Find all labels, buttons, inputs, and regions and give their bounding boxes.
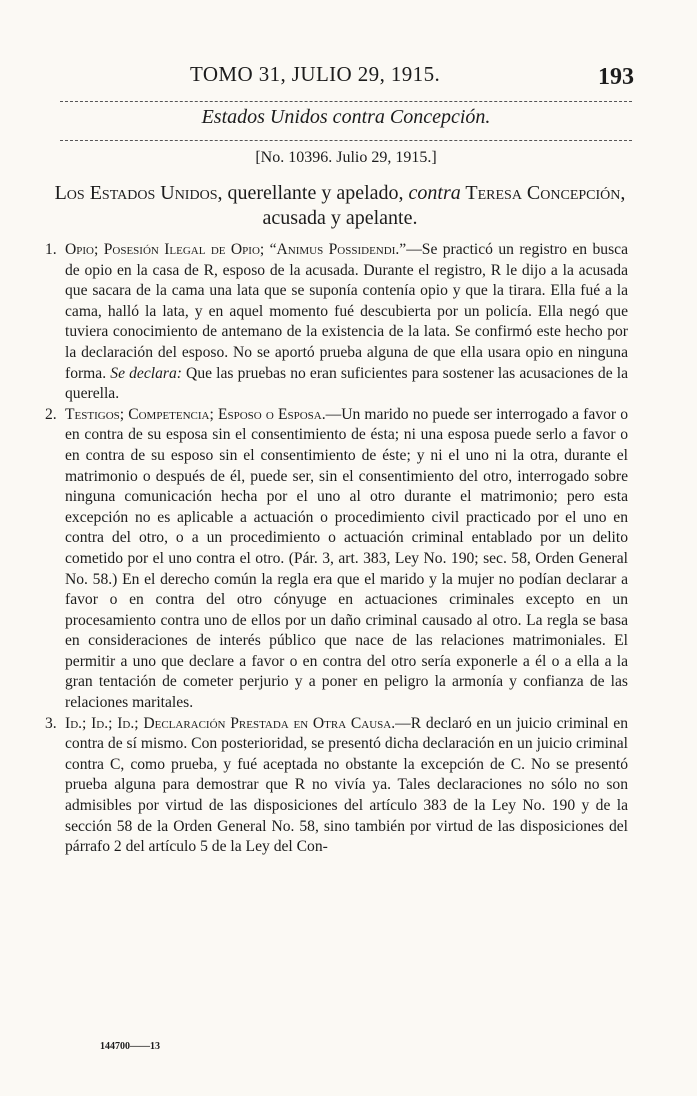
- headnote-number: 3.: [45, 714, 57, 732]
- plaintiff-role: , querellante y apelado,: [217, 182, 409, 204]
- headnote-text: —Un marido no puede ser interrogado a favor o en contra de su esposa sin el consentimiento de ésta; ni una esposa puede serlo a favor o en contra de su esposo sin el consentimiento de éste; y ni el uno ni la otra, durante el matrimonio o después de él, puede ser, sin el consentimiento del otro, interrogado sobre ninguna comunicación hecha por el uno al otro durante el matrimonio; pero esta excepción no es aplicable a actuación o procedimiento civil practicado por el uno en contra del otro, o a un procedimiento o actuación criminal entablado por un delito cometido por el uno contra el otro. (Pár. 3, art. 383, Ley No. 190; sec. 58, Orden General No. 58.) En el derecho común la regla era que el marido y la mujer no podían declarar a favor o en contra del otro cónyuge en actuaciones criminales excepto en un procesamiento contra uno de ellos por un daño criminal causado al otro. La regla se basa en consideraciones de interés público que nace de las relaciones matrimoniales. El permitir a uno que declare a favor o en contra del otro sería exponerle a él o a ella a la gran tentación de cometer perjurio y a poner en peligro la armonía y confianza de las relaciones maritales.: [65, 405, 628, 712]
- plaintiff-name: Los Estados Unidos: [54, 182, 218, 204]
- headnote: [45, 240, 628, 405]
- headnote-text-after: Que las pruebas no eran suficientes para sostener las acusaciones de la querella.: [65, 364, 628, 403]
- headnote-number: 2.: [45, 405, 57, 423]
- headnote-heading: Opio; Posesión Ilegal de Opio; “Animus Possidendi.”: [65, 241, 407, 258]
- versus-word: contra: [408, 182, 461, 204]
- headnote-emphasis: Se declara:: [110, 364, 182, 382]
- docket-line: [No. 10396. Julio 29, 1915.]: [255, 149, 437, 166]
- case-title-divider: [60, 140, 632, 141]
- running-head: [60, 62, 640, 96]
- headnote: [45, 405, 628, 714]
- printer-signature: 144700——13: [100, 1041, 160, 1052]
- running-title: TOMO 31, JULIO 29, 1915.: [190, 62, 441, 86]
- headnotes: [45, 240, 628, 858]
- defendant-role: , acusada y apelante.: [262, 182, 626, 229]
- headnote-text: —R declaró en un juicio criminal en contra de sí mismo. Con posterioridad, se presentó dicha declaración en un juicio criminal contra C, como prueba, y fué aceptada no obstante la excepción de C. No se presentó prueba alguna para demostrar que R no vivía ya. Tales declaraciones no sólo no son admisibles por virtud de las disposiciones del artículo 383 de la Ley No. 190 y de la sección 58 de la Orden General No. 58, sino también por virtud de las disposiciones del párrafo 2 del artículo 5 de la Ley del Con-: [65, 714, 628, 856]
- page-number: 193: [598, 64, 634, 90]
- case-title: Estados Unidos contra Concepción.: [201, 106, 491, 128]
- headnote-heading: Id.; Id.; Id.; Declaración Prestada en Otra Causa.: [65, 714, 396, 732]
- headnote-number: 1.: [45, 241, 57, 258]
- parties-heading: [45, 181, 635, 231]
- headnote: [45, 714, 628, 858]
- headnote-heading: Testigos; Competencia; Esposo o Esposa.: [65, 405, 326, 423]
- headnote-text: —Se practicó un registro en busca de opio en la casa de R, esposo de la acusada. Durante el registro, R le dijo a la acusada que sacara de la cama una lata que se suponía contenía opio y que la tirara. Ella fué a la cama, halló la lata, y en aquel momento fué descubierta por un policía. Ella negó que tuviera conocimiento de antemano de la existencia de la lata. Se confirmó este hecho por la declaración del esposo. No se aportó prueba alguna de que ella usara opio en ninguna forma.: [65, 241, 628, 382]
- defendant-name: Teresa Concepción: [460, 182, 621, 204]
- top-divider: [60, 101, 632, 102]
